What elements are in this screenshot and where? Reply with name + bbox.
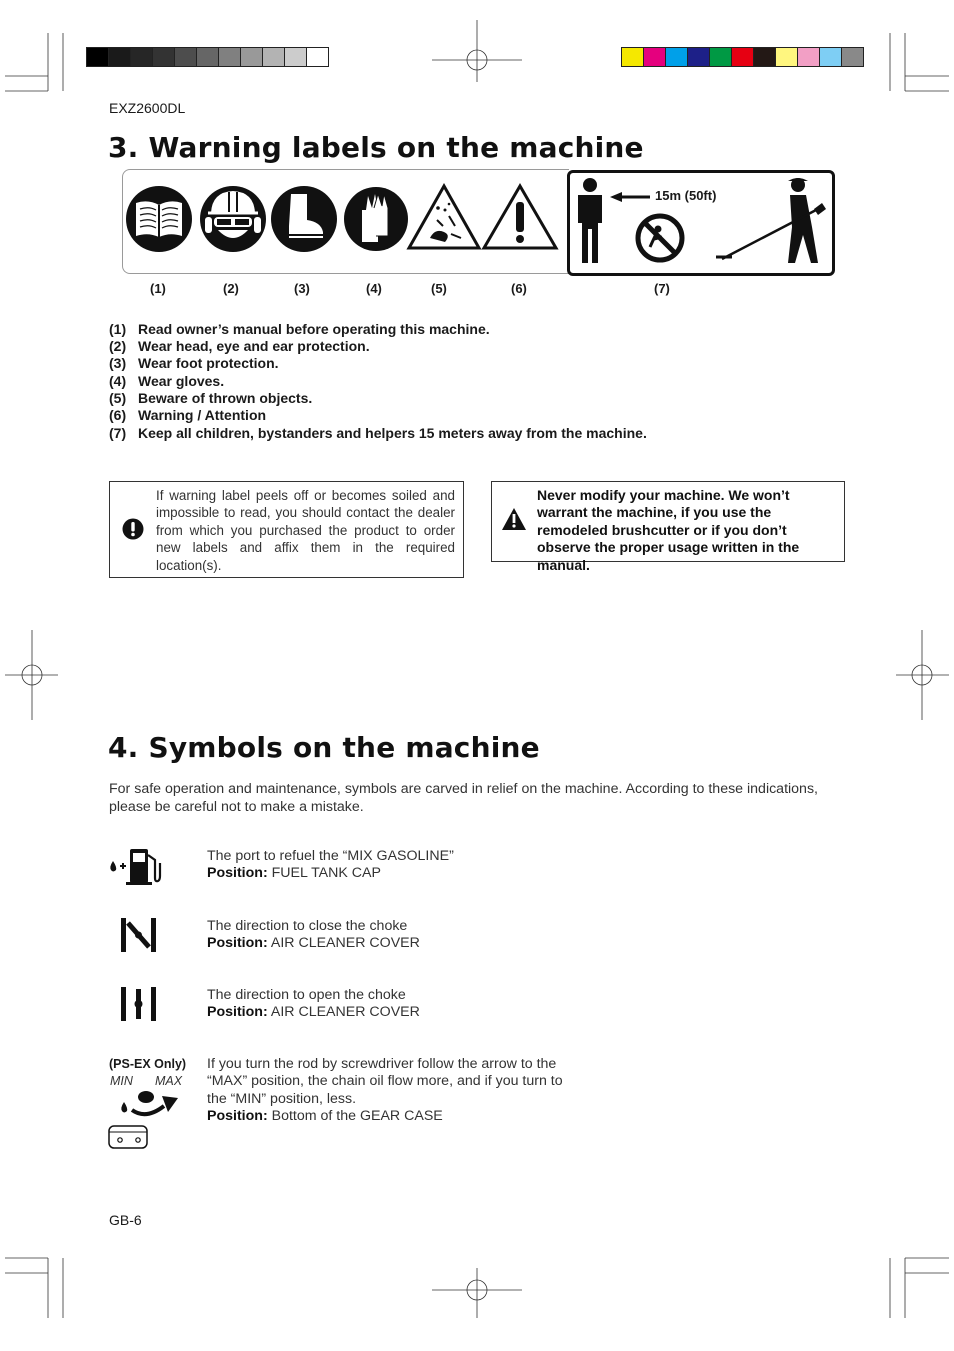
operator-brushcutter-icon bbox=[716, 178, 826, 263]
color-patch bbox=[131, 47, 153, 67]
section-4-title: 4. Symbols on the machine bbox=[108, 731, 540, 764]
color-patch bbox=[241, 47, 263, 67]
color-patch bbox=[175, 47, 197, 67]
color-patch bbox=[798, 47, 820, 67]
label-description: (7) Keep all children, bystanders and helpers 15 meters away from the machine. bbox=[109, 425, 647, 441]
label-description: (1) Read owner’s manual before operating this machine. bbox=[109, 321, 490, 337]
min-label: MIN bbox=[110, 1074, 133, 1088]
warning-attention-icon bbox=[484, 186, 556, 248]
grayscale-bar bbox=[86, 47, 329, 67]
choke-open-icon bbox=[118, 985, 160, 1023]
section-3-title: 3. Warning labels on the machine bbox=[108, 131, 644, 164]
label-description: (5) Beware of thrown objects. bbox=[109, 390, 313, 406]
color-patch bbox=[710, 47, 732, 67]
helmet-goggles-earmuff-icon bbox=[200, 186, 266, 252]
color-patch bbox=[732, 47, 754, 67]
symbol-description: The direction to open the choke Position: AIR CLEANER COVER bbox=[207, 987, 420, 1021]
warning-icons bbox=[124, 180, 564, 260]
color-patch bbox=[754, 47, 776, 67]
color-patch bbox=[776, 47, 798, 67]
color-patch bbox=[666, 47, 688, 67]
color-patch bbox=[842, 47, 864, 67]
label-number: (4) bbox=[366, 281, 382, 296]
color-patch bbox=[622, 47, 644, 67]
label-number: (1) bbox=[150, 281, 166, 296]
color-patch bbox=[219, 47, 241, 67]
color-patch bbox=[644, 47, 666, 67]
distance-label: 15m (50ft) bbox=[655, 188, 717, 203]
color-patch bbox=[263, 47, 285, 67]
fuel-pump-icon bbox=[108, 845, 164, 887]
label-number: (6) bbox=[511, 281, 527, 296]
label-number: (2) bbox=[223, 281, 239, 296]
label-number: (3) bbox=[294, 281, 310, 296]
boot-icon bbox=[271, 186, 337, 252]
label-description: (4) Wear gloves. bbox=[109, 373, 225, 389]
color-patch bbox=[87, 47, 109, 67]
page-number: GB-6 bbox=[109, 1212, 142, 1228]
label-number: (7) bbox=[654, 281, 670, 296]
symbol-description: The direction to close the choke Position: AIR CLEANER COVER bbox=[207, 918, 420, 952]
color-patch bbox=[307, 47, 329, 67]
thrown-objects-icon bbox=[409, 186, 479, 248]
note-text: Never modify your machine. We won’t warrant the machine, if you use the remodeled brushcutter or if you don’t observe the proper usage written in the manual. bbox=[537, 487, 800, 573]
arrow-icon bbox=[610, 192, 650, 202]
color-patch bbox=[109, 47, 131, 67]
person-icon bbox=[578, 178, 602, 263]
label-description: (6) Warning / Attention bbox=[109, 407, 267, 423]
oil-adjust-icon bbox=[106, 1088, 182, 1152]
gloves-icon bbox=[344, 187, 408, 251]
color-bar bbox=[621, 47, 864, 67]
symbol-description: The port to refuel the “MIX GASOLINE” Position: FUEL TANK CAP bbox=[207, 848, 454, 882]
label-description: (3) Wear foot protection. bbox=[109, 355, 279, 371]
color-patch bbox=[197, 47, 219, 67]
exclamation-icon bbox=[122, 518, 144, 540]
model-name: EXZ2600DL bbox=[109, 100, 186, 116]
label-replacement-note bbox=[109, 481, 464, 578]
label-number: (5) bbox=[431, 281, 447, 296]
color-patch bbox=[285, 47, 307, 67]
no-children-icon bbox=[638, 216, 682, 260]
symbol-description: If you turn the rod by screwdriver follow the arrow to the “MAX” position, the chain oil flow more, and if you turn to the “MIN” position, less. Position: Bottom of the GEAR CASE bbox=[207, 1056, 563, 1124]
note-text: If warning label peels off or becomes soiled and impossible to read, you should contact the dealer from which you purchased the product to order new labels and affix them in the required location(s). bbox=[156, 488, 455, 573]
warning-triangle-icon bbox=[501, 507, 527, 531]
manual-icon bbox=[126, 186, 192, 252]
modify-warning-note bbox=[491, 481, 845, 573]
color-patch bbox=[820, 47, 842, 67]
max-label: MAX bbox=[155, 1074, 183, 1088]
ps-ex-only-label: (PS-EX Only) bbox=[109, 1057, 187, 1071]
color-patch bbox=[153, 47, 175, 67]
choke-close-icon bbox=[118, 916, 160, 954]
section-4-intro: For safe operation and maintenance, symbols are carved in relief on the machine. According to these indications, please be careful not to make a mistake. bbox=[109, 781, 818, 815]
color-patch bbox=[688, 47, 710, 67]
label-description: (2) Wear head, eye and ear protection. bbox=[109, 338, 370, 354]
